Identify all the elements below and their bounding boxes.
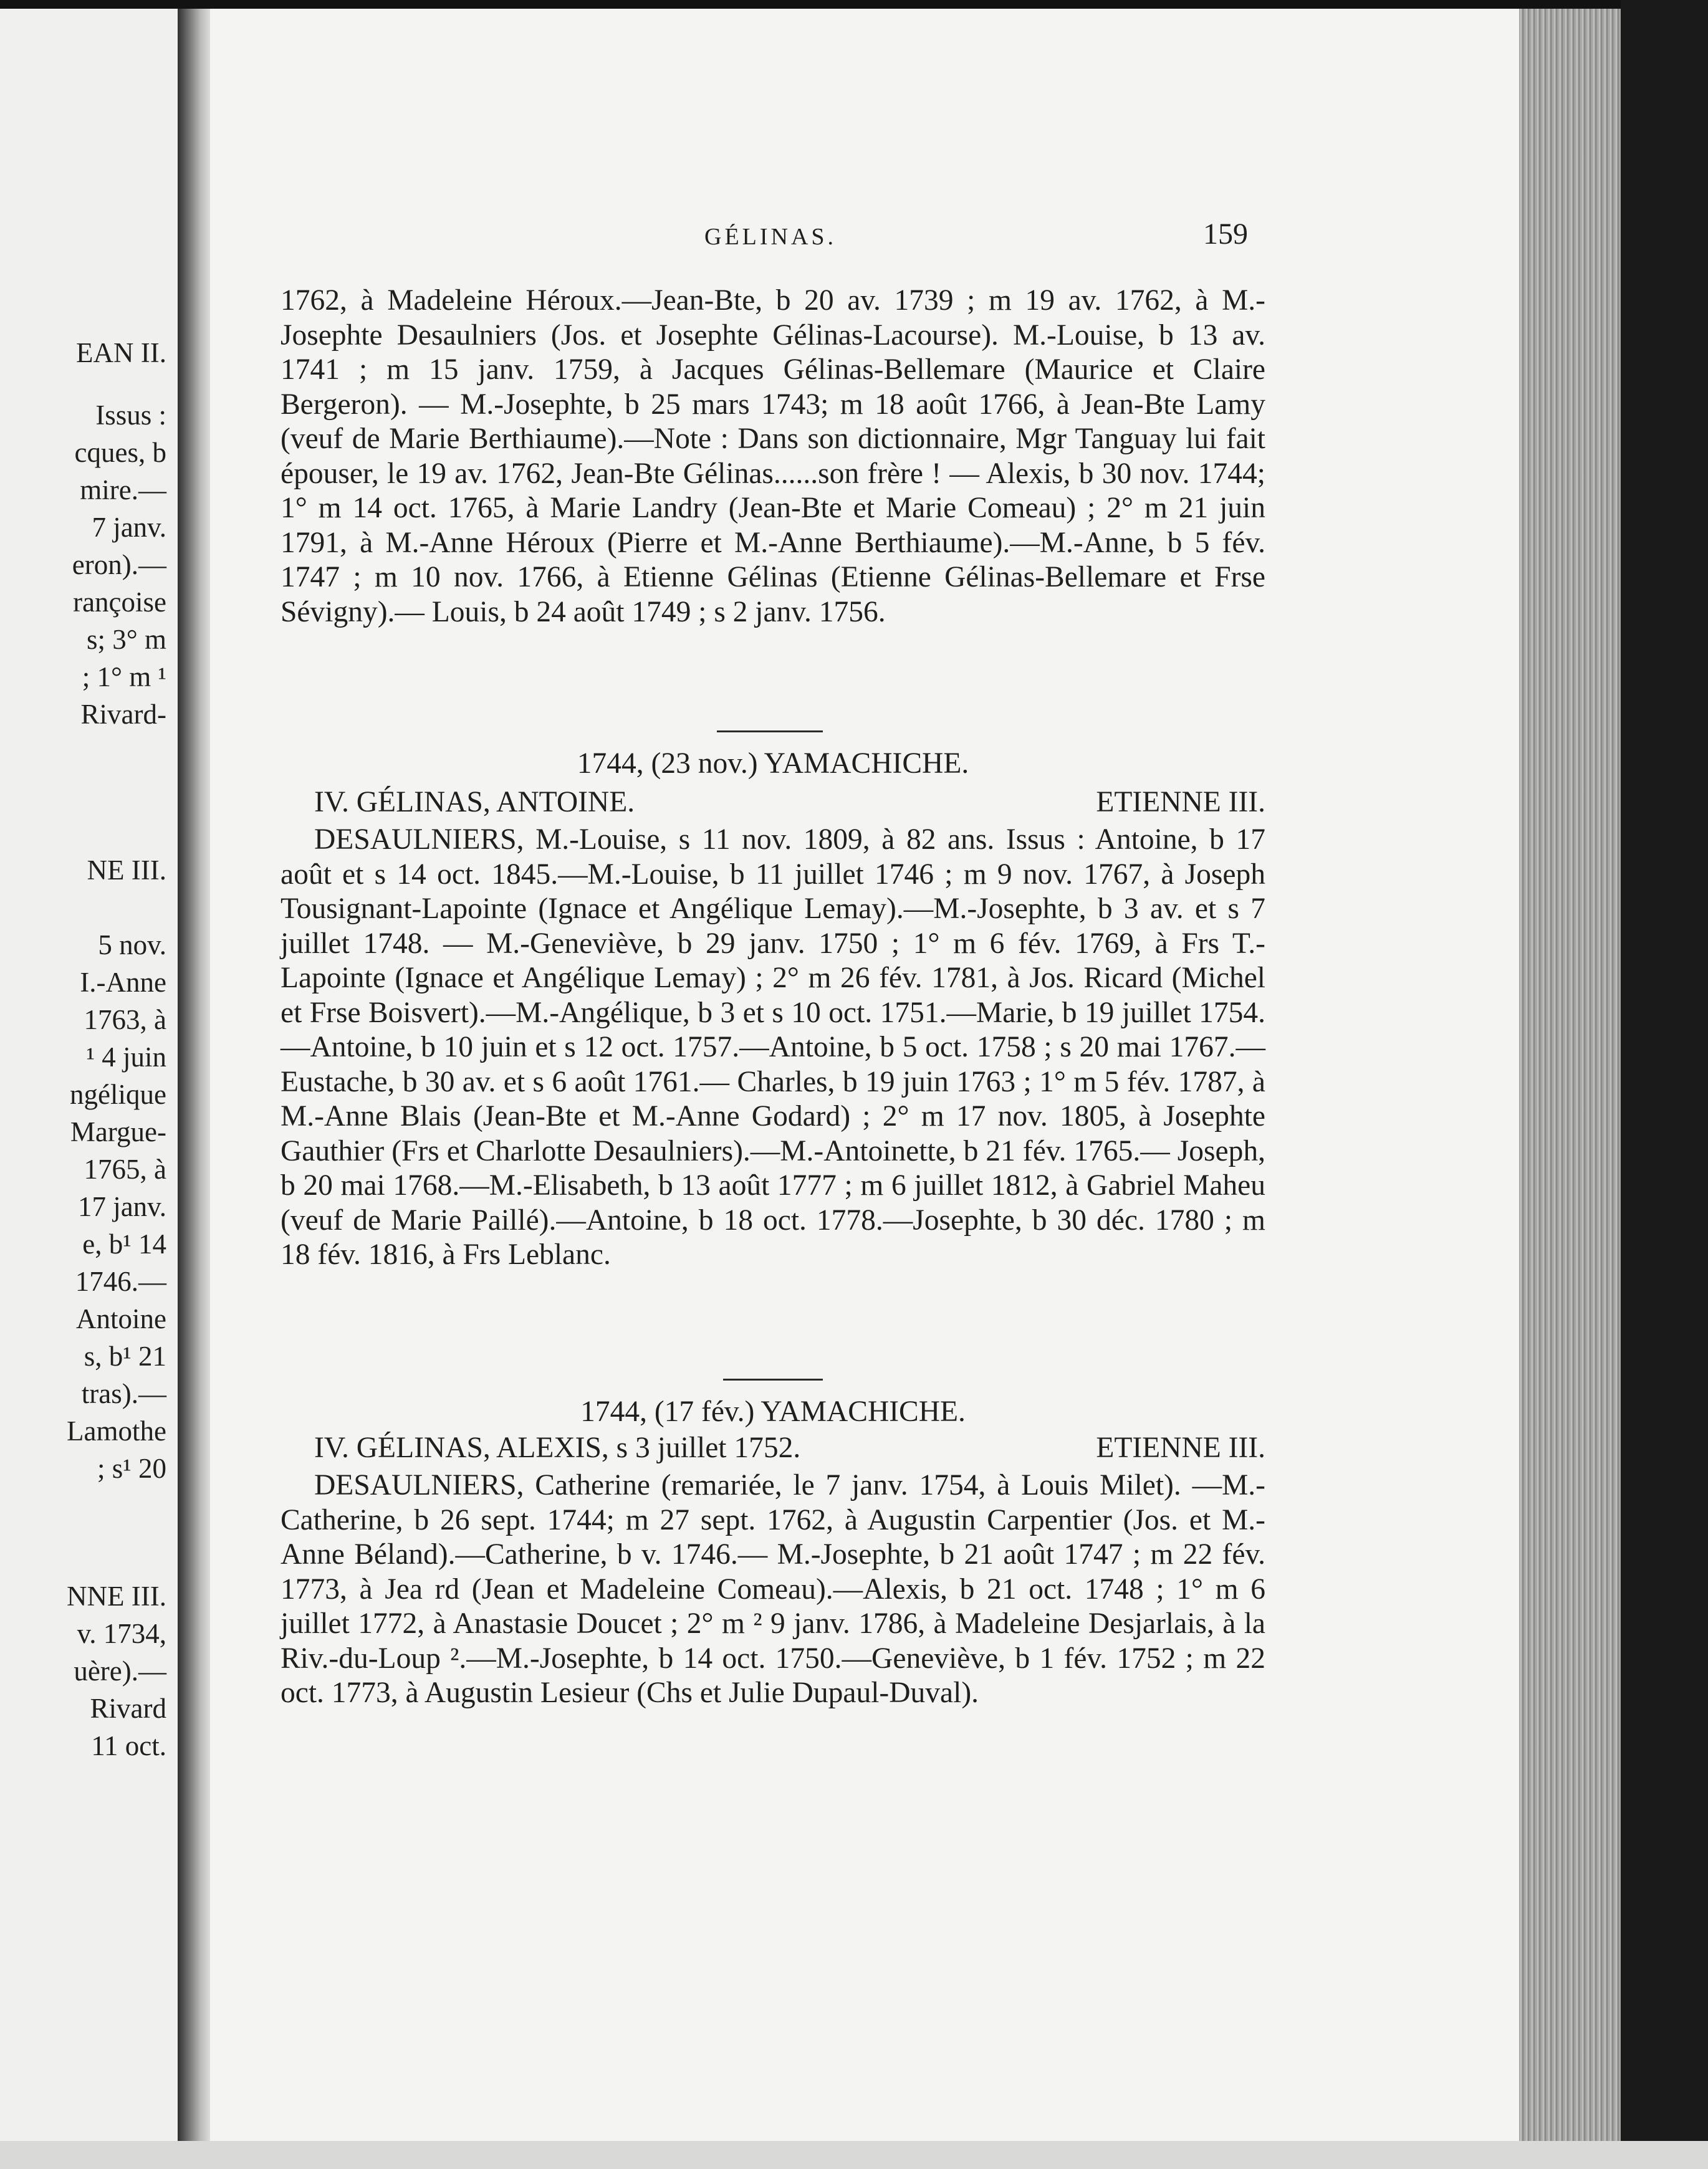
facing-page-line: Rivard	[90, 1693, 166, 1724]
running-head: GÉLINAS.	[704, 224, 837, 250]
entry-heading	[281, 1431, 1265, 1466]
entry-heading-name: IV. GÉLINAS, ALEXIS, s 3 juillet 1752.	[314, 1432, 801, 1464]
facing-page-line: s, b¹ 21	[84, 1341, 166, 1372]
page-edges	[1519, 9, 1621, 2141]
facing-page-line: EAN II.	[76, 337, 166, 368]
facing-page-line: 11 oct.	[91, 1730, 166, 1761]
marriage-line	[281, 1395, 1265, 1429]
facing-page-line: mire.—	[80, 474, 166, 505]
facing-page-line: ngélique	[70, 1079, 166, 1110]
facing-page-line: ; 1° m ¹	[82, 661, 166, 692]
facing-page-line: cques, b	[74, 437, 166, 468]
facing-page-line: 7 janv.	[92, 512, 166, 543]
facing-page-line: ; s¹ 20	[97, 1453, 166, 1484]
facing-page-line: I.-Anne	[80, 967, 166, 998]
scan-right-border	[1621, 0, 1708, 2169]
facing-page-fragment	[0, 9, 178, 2141]
facing-page-line: 1763, à	[84, 1004, 166, 1035]
facing-page-line: NE III.	[87, 855, 166, 886]
book-gutter	[178, 9, 210, 2141]
facing-page-line: 17 janv.	[77, 1191, 166, 1222]
entry-body: DESAULNIERS, Catherine (remariée, le 7 janv. 1754, à Louis Milet). —M.-Catherine, b 26 sept. 1744; m 27 sept. 1762, à Augustin Carpentier (Jos. et M.-Anne Béland).—Catherine, b v. 1746.— M.-Josephte, b 21 août 1747 ; m 22 fév. 1773, à Jea rd (Jean et Madeleine Comeau).—Alexis, b 21 oct. 1748 ; 1° m 6 juillet 1772, à Anastasie Doucet ; 2° m ² 9 janv. 1786, à Madeleine Desjarlais, à la Riv.-du-Loup ².—M.-Josephte, b 14 oct. 1750.—Geneviève, b 1 fév. 1752 ; m 22 oct. 1773, à Augustin Lesieur (Chs et Julie Dupaul-Duval).	[281, 1469, 1265, 1709]
facing-page-line: Lamothe	[67, 1415, 166, 1447]
page-number: 159	[1203, 218, 1248, 251]
facing-page-line: tras).—	[81, 1378, 166, 1409]
entry-heading-parent: ETIENNE III.	[1096, 786, 1265, 818]
facing-page-line: rançoise	[73, 587, 166, 618]
entry-heading-name: IV. GÉLINAS, ANTOINE.	[314, 786, 635, 818]
section-rule	[717, 730, 823, 732]
facing-page-line: Rivard-	[80, 699, 166, 730]
entry-body: DESAULNIERS, M.-Louise, s 11 nov. 1809, à 82 ans. Issus : Antoine, b 17 août et s 14 oct. 1845.—M.-Louise, b 11 juillet 1746 ; m 9 nov. 1767, à Joseph Tousignant-Lapointe (Ignace et Angélique Lemay).—M.-Josephte, b 3 av. et s 7 juillet 1748. — M.-Geneviève, b 29 janv. 1750 ; 1° m 6 fév. 1769, à Frs T.-Lapointe (Ignace et Angélique Lemay) ; 2° m 26 fév. 1781, à Jos. Ricard (Michel et Frse Boisvert).—M.-Angélique, b 3 et s 10 oct. 1751.—Marie, b 19 juillet 1754.—Antoine, b 10 juin et s 12 oct. 1757.—Antoine, b 5 oct. 1758 ; s 20 mai 1767.—Eustache, b 30 av. et s 6 août 1761.— Charles, b 19 juin 1763 ; 1° m 5 fév. 1787, à M.-Anne Blais (Jean-Bte et M.-Anne Godard) ; 2° m 17 nov. 1805, à Josephte Gauthier (Frs et Charlotte Desaulniers).—M.-Antoinette, b 21 fév. 1765.— Joseph, b 20 mai 1768.—M.-Elisabeth, b 13 août 1777 ; m 6 juillet 1812, à Gabriel Maheu (veuf de Marie Paillé).—Antoine, b 18 oct. 1778.—Josephte, b 30 déc. 1780 ; m 18 fév. 1816, à Frs Leblanc.	[281, 823, 1265, 1271]
facing-page-line: 1765, à	[84, 1154, 166, 1185]
marriage-line-text: 1744, (23 nov.) YAMACHICHE.	[577, 747, 969, 780]
facing-page-line: Antoine	[76, 1303, 166, 1334]
facing-page-line: Issus :	[95, 400, 166, 431]
facing-page-line: e, b¹ 14	[82, 1228, 166, 1260]
scan-top-border	[0, 0, 1708, 9]
paragraph-continuation: 1762, à Madeleine Héroux.—Jean-Bte, b 20 av. 1739 ; m 19 av. 1762, à M.-Josephte Desaulniers (Jos. et Josephte Gélinas-Lacourse). M.-Louise, b 13 av. 1741 ; m 15 janv. 1759, à Jacques Gélinas-Bellemare (Maurice et Claire Bergeron). — M.-Josephte, b 25 mars 1743; m 18 août 1766, à Jean-Bte Lamy (veuf de Marie Berthiaume).—Note : Dans son dictionnaire, Mgr Tanguay lui fait épouser, le 19 av. 1762, Jean-Bte Gélinas......son frère ! — Alexis, b 30 nov. 1744; 1° m 14 oct. 1765, à Marie Landry (Jean-Bte et Marie Comeau) ; 2° m 21 juin 1791, à M.-Anne Héroux (Pierre et M.-Anne Berthiaume).—M.-Anne, b 5 fév. 1747 ; m 10 nov. 1766, à Etienne Gélinas (Etienne Gélinas-Bellemare et Frse Sévigny).— Louis, b 24 août 1749 ; s 2 janv. 1756.	[281, 284, 1265, 628]
facing-page-line: 5 nov.	[98, 929, 166, 960]
facing-page-line: Margue-	[70, 1116, 166, 1147]
facing-page-line: s; 3° m	[86, 624, 166, 655]
section-rule	[723, 1379, 823, 1381]
scan-bottom-border	[0, 2141, 1708, 2169]
entry-heading	[281, 785, 1265, 820]
entry-heading-parent: ETIENNE III.	[1096, 1432, 1265, 1464]
facing-page-line: 1746.—	[75, 1266, 166, 1297]
marriage-line-text: 1744, (17 fév.) YAMACHICHE.	[580, 1396, 966, 1428]
facing-page-line: ¹ 4 juin	[86, 1041, 166, 1073]
facing-page-line: NNE III.	[67, 1581, 166, 1612]
marriage-line	[281, 747, 1265, 781]
facing-page-line: v. 1734,	[77, 1618, 166, 1649]
facing-page-line: eron).—	[72, 549, 166, 580]
facing-page-line: uère).—	[74, 1655, 166, 1687]
